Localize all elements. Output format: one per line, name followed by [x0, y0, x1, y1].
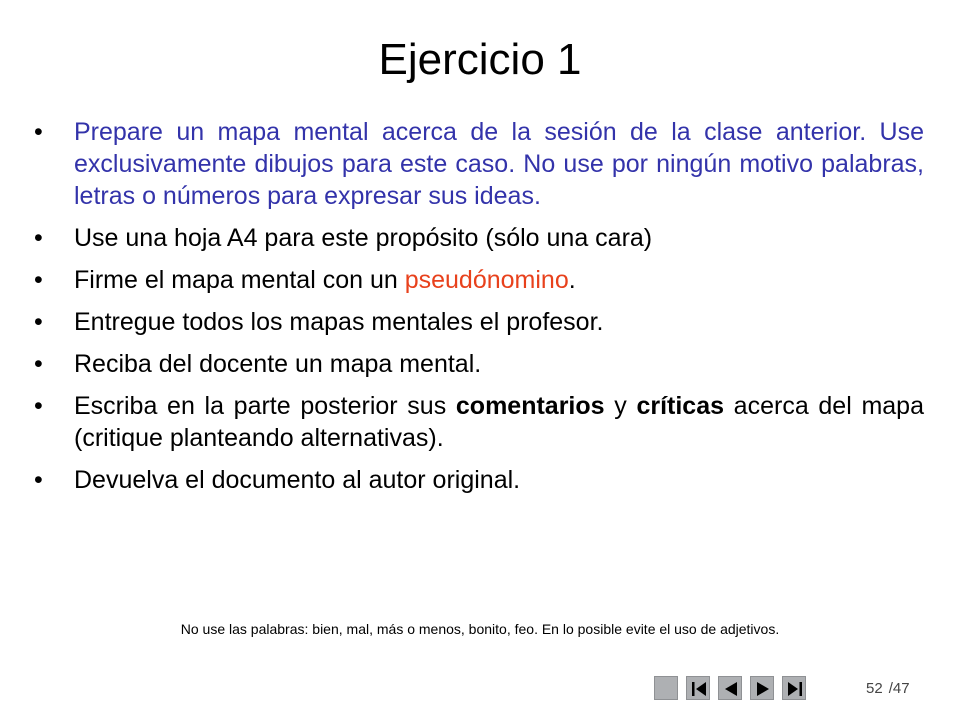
bullet-point: • [34, 466, 43, 494]
bullet-point: • [34, 224, 43, 252]
bullet-list [34, 116, 924, 506]
bullet-item-receive [34, 348, 924, 380]
bullet-point: • [34, 350, 43, 378]
write-part-2: y [604, 392, 637, 420]
bullet-text-deliver: Entregue todos los mapas mentales el profesor. [74, 308, 604, 336]
bullet-item-sign [34, 264, 924, 296]
bullet-text-sign [74, 264, 924, 296]
last-slide-icon [785, 679, 805, 699]
current-page: 52 [866, 680, 883, 697]
bullet-text-write [74, 390, 924, 454]
previous-slide-icon [721, 679, 741, 699]
last-slide-button[interactable] [782, 676, 806, 700]
slide-navigation [654, 676, 814, 700]
comments-bold: comentarios [455, 392, 605, 420]
write-part-3: acerca del mapa (critique planteando alternativas). [74, 392, 924, 452]
pseudonym-highlight: pseudónomino [404, 266, 569, 294]
previous-slide-button[interactable] [718, 676, 742, 700]
bullet-point: • [34, 118, 43, 146]
write-part-1: Escriba en la parte posterior sus [74, 392, 456, 420]
next-slide-button[interactable] [750, 676, 774, 700]
bullet-item-return [34, 464, 924, 496]
bullet-point: • [34, 308, 43, 336]
bullet-item-a4 [34, 222, 924, 254]
footnote: No use las palabras: bien, mal, más o menos, bonito, feo. En lo posible evite el uso de adjetivos. [180, 621, 780, 637]
bullet-text-receive: Reciba del docente un mapa mental. [74, 350, 482, 378]
critiques-bold: críticas [636, 392, 724, 420]
first-slide-button[interactable] [686, 676, 710, 700]
blank-button[interactable] [654, 676, 678, 700]
page-indicator [866, 680, 910, 698]
bullet-point: • [34, 266, 43, 294]
first-slide-icon [689, 679, 709, 699]
next-slide-icon [753, 679, 773, 699]
total-pages: /47 [888, 680, 910, 697]
bullet-text-return: Devuelva el documento al autor original. [74, 466, 521, 494]
sign-prefix: Firme el mapa mental con un [74, 266, 405, 294]
bullet-point: • [34, 392, 43, 420]
slide-title: Ejercicio 1 [378, 35, 582, 84]
bullet-text-a4: Use una hoja A4 para este propósito (sólo una cara) [74, 224, 653, 252]
bullet-item-prepare [34, 116, 924, 212]
bullet-item-write [34, 390, 924, 454]
bullet-text-prepare: Prepare un mapa mental acerca de la sesión de la clase anterior. Use exclusivamente dibujos para este caso. No use por ningún motivo palabras, letras o números para expresar sus ideas. [74, 118, 924, 210]
sign-suffix: . [568, 266, 576, 294]
bullet-item-deliver [34, 306, 924, 338]
